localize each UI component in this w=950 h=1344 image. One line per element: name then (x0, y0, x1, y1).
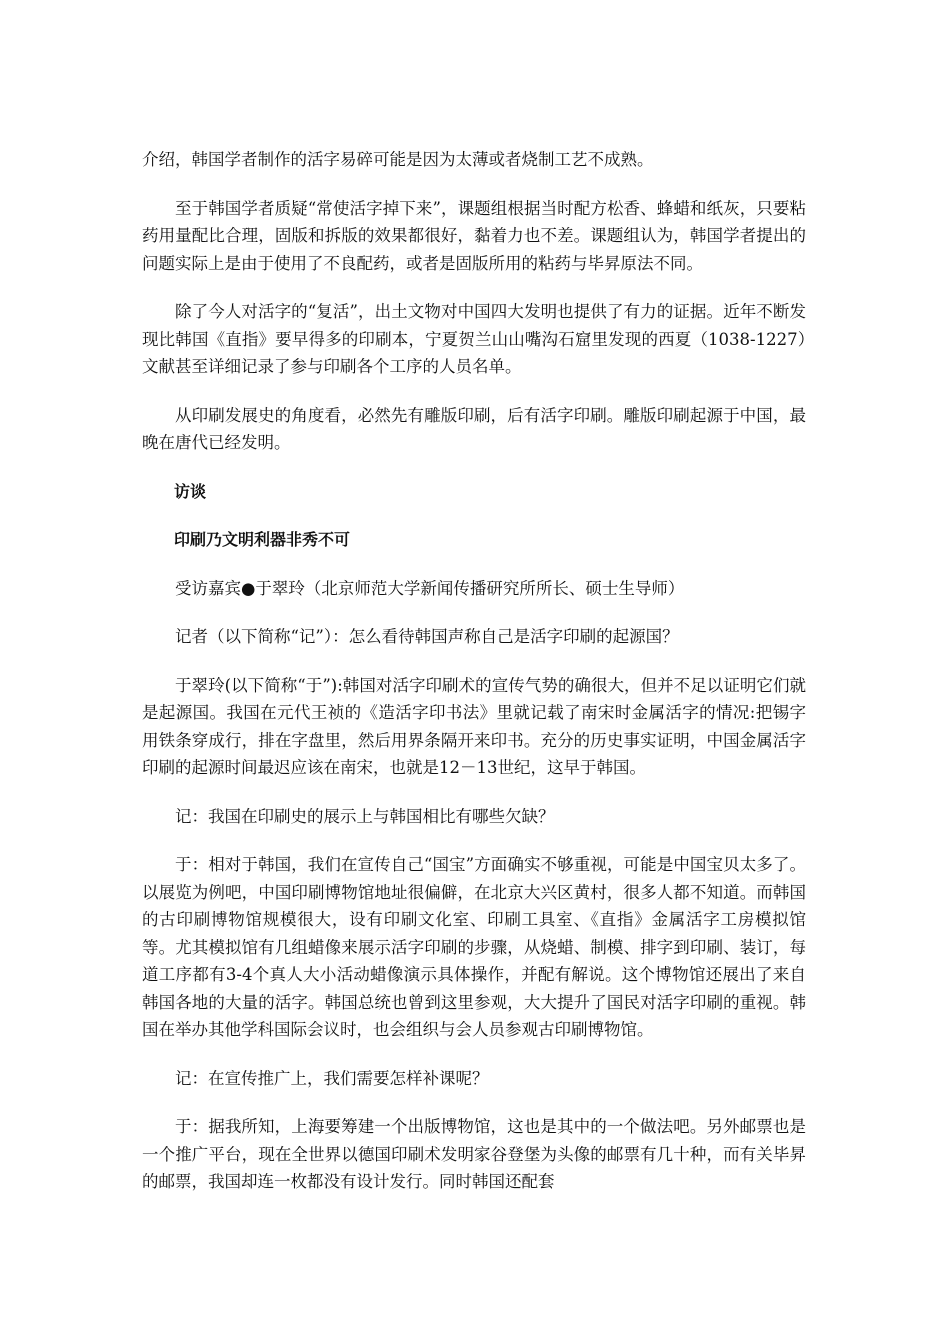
interview-question: 记：在宣传推广上，我们需要怎样补课呢？ (175, 1068, 489, 1088)
body-paragraph: 介绍，韩国学者制作的活字易碎可能是因为太薄或者烧制工艺不成熟。 (142, 150, 654, 169)
interview-answer: 于：相对于韩国，我们在宣传自己“国宝”方面确实不够重视，可能是中国宝贝太多了。以展览为例吧，中国印刷博物馆地址很偏僻，在北京大兴区黄村，很多人都不知道。而韩国的古印刷博物馆规模很大，设有印刷文化室、印刷工具室、《直指》金属活字工房模拟馆等。尤其模拟馆有几组蜡像来展示活字印刷的步骤，从烧蜡、制模、排字到印刷、装订，每道工序都有3-4个真人大小活动蜡像演示具体操作，并配有解说。这个博物馆还展出了来自韩国各地的大量的活字。韩国总统也曾到这里参观，大大提升了国民对活字印刷的重视。韩国在举办其他学科国际会议时，也会组织与会人员参观古印刷博物馆。 (142, 855, 806, 1039)
body-paragraph: 从印刷发展史的角度看，必然先有雕版印刷，后有活字印刷。雕版印刷起源于中国，最晚在唐代已经发明。 (142, 405, 806, 452)
interview-answer: 于：据我所知，上海要筹建一个出版博物馆，这也是其中的一个做法吧。另外邮票也是一个推广平台，现在全世界以德国印刷术发明家谷登堡为头像的邮票有几十种，而有关毕昇的邮票，我国却连一枚都没有设计发行。同时韩国还配套 (142, 1117, 806, 1191)
interview-question: 记者（以下简称“记”）：怎么看待韩国声称自己是活字印刷的起源国？ (175, 627, 679, 646)
guest-line: 受访嘉宾●于翠玲（北京师范大学新闻传播研究所所长、硕士生导师） (175, 578, 685, 598)
document-page (142, 146, 806, 1217)
body-paragraph: 至于韩国学者质疑“常使活字掉下来”，课题组根据当时配方松香、蜂蜡和纸灰，只要粘药用量配比合理，固版和拆版的效果都很好，黏着力也不差。课题组认为，韩国学者提出的问题实际上是由于使用了不良配药，或者是固版所用的粘药与毕昇原法不同。 (142, 198, 806, 273)
interview-answer: 于翠玲(以下简称“于”):韩国对活字印刷术的宣传气势的确很大，但并不足以证明它们就是起源国。我国在元代王祯的《造活字印书法》里就记载了南宋时金属活字的情况:把锡字用铁条穿成行，排在字盘里，然后用界条隔开来印书。充分的历史事实证明，中国金属活字印刷的起源时间最迟应该在南宋，也就是12－13世纪，这早于韩国。 (142, 675, 806, 777)
body-paragraph: 除了今人对活字的“复活”，出土文物对中国四大发明也提供了有力的证据。近年不断发现比韩国《直指》要早得多的印刷本，宁夏贺兰山山嘴沟石窟里发现的西夏（1038-1227）文献甚至详细记录了参与印刷各个工序的人员名单。 (142, 302, 806, 376)
interview-title: 印刷乃文明利器非秀不可 (174, 530, 351, 549)
section-heading: 访谈 (174, 481, 207, 501)
interview-question: 记：我国在印刷史的展示上与韩国相比有哪些欠缺？ (175, 806, 555, 826)
